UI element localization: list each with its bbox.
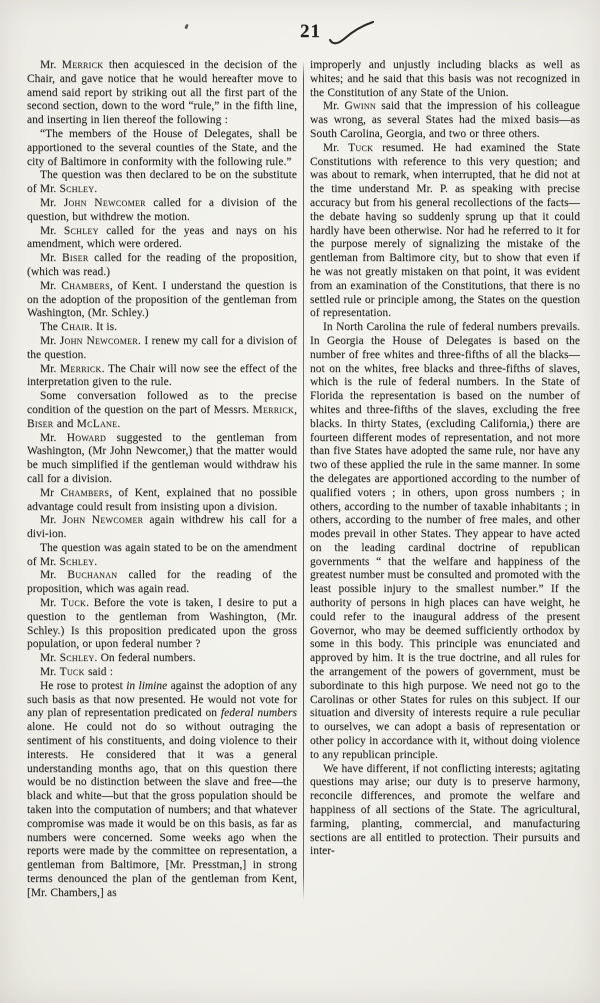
paragraph: Mr. Tuck resumed. He had examined the State Constitutions with reference to this very question; and was about to remark, when interrupted, that he did not at the time understand Mr. P. as speaking with precise accuracy but from his general recollections of the facts—the debate having so suddenly sprung up that it could hardly have been otherwise. Nor had he referred to it for the purpose merely of signalizing the mistake of the gentleman from Baltimore city, but to show that even if he was not greatly mistaken on that point, it was evident from an examination of the Constitutions, that there is no settled rule or principle among, the States on the question of representation. xyxy=(310,141,580,320)
paragraph: Mr. Howard suggested to the gentleman from Washington, (Mr John Newcomer,) that the matter would be much simplified if the gentleman would withdraw his call for a division. xyxy=(27,431,297,485)
paragraph: Mr. John Newcomer again withdrew his call for a divi-ion. xyxy=(27,514,297,541)
paragraph: In North Carolina the rule of federal numbers prevails. In Georgia the House of Delegates is based on the number of free whites and three-fifths of all the blacks—not on the whites, free blacks and three-fifths of slaves, which is the rule of federal numbers. In the State of Florida the representation is based on the number of whites and three-fifths of the slaves, excluding the free blacks. In thirty States, (excluding California,) there are fourteen different modes of representation, and not more than five States have adopted the same rule, nor have any two of these applied the rule in the same manner. In some the delegates are apportioned according to the number of qualified voters ; in others, upon gross numbers ; in others, according to the number of taxable inhabitants ; in others, according to the number of free males, and other modes prevail in other States. They appear to have acted on the leading cardinal doctrine of republican governments “ that the welfare and happiness of the greatest number must be consulted and promoted with the least possible injury to the smallest number.” If the authority of persons in high places can have weight, he could refer to the inaugural address of the present Governor, who may be deemed sufficiently orthodox by some in this body. This principle was enunciated and approved by him. It is the true doctrine, and all rules for the arrangement of the powers of government, must be subordinate to this high purpose. We need not go to the Carolinas or other States for rules on this subject. If our situation and diversity of interests require a rule peculiar to ourselves, we can adopt a basis of representation or other policy in accordance with it, without doing violence to any republican principle. xyxy=(310,321,580,761)
right-column xyxy=(310,59,580,901)
handwritten-check-icon xyxy=(327,18,377,52)
ink-speck xyxy=(184,24,188,30)
paragraph: Mr Chambers, of Kent, explained that no possible advantage could result from insisting upon a division. xyxy=(27,486,297,513)
paragraph: The question was again stated to be on the amendment of Mr. Schley. xyxy=(27,541,297,568)
paragraph: The question was then declared to be on the substitute of Mr. Schley. xyxy=(27,169,297,196)
left-column xyxy=(27,59,297,901)
paragraph: Mr. Biser called for the reading of the proposition, (which was read.) xyxy=(27,252,297,278)
paragraph: “The members of the House of Delegates, shall be apportioned to the several counties of the State, and the city of Baltimore in conformity with the following rule.” xyxy=(27,127,297,168)
paragraph: Mr. Tuck. Before the vote is taken, I desire to put a question to the gentleman from Washington, (Mr. Schley.) Is this proposition predicated upon the gross population, or upon federal number ? xyxy=(27,597,297,651)
paragraph: Mr. Schley called for the yeas and nays on his amendment, which were ordered. xyxy=(27,224,298,251)
paragraph: Mr. Merrick then acquiesced in the decision of the Chair, and gave notice that he would hereafter move to amend said report by striking out all the first part of the second section, down to the word “rule,” in the fifth line, and inserting in lien thereof the following : xyxy=(27,59,297,127)
paragraph: Some conversation followed as to the precise condition of the question on the part of Messrs. Merrick, Biser and McLane. xyxy=(27,390,297,430)
paragraph: Mr. John Newcomer. I renew my call for a division of the question. xyxy=(27,334,298,361)
paragraph: He rose to protest in limine against the adoption of any such basis as that now presented. He would not vote for any plan of representation predicated on federal numbers alone. He could not do so without outraging the sentiment of his constituents, and doing violence to their interests. He considered that it was a general understanding months ago, that on this question there would be no distinction between the slave and free—the black and white—but that the gross population should be taken into the computation of numbers; and that whatever compromise was made it would be on this basis, as far as numbers were concerned. Some weeks ago when the reports were made by the committee on representation, a gentleman from Baltimore, [Mr. Presstman,] in strong terms denounced the plan of the gentleman from Kent, [Mr. Chambers,] as xyxy=(27,679,298,899)
column-divider xyxy=(303,61,304,901)
paragraph: Mr. Gwinn said that the impression of his colleague was wrong, as several States had the mixed basis—as South Carolina, Georgia, and two or three others. xyxy=(310,100,581,140)
text-columns xyxy=(27,59,580,901)
paragraph: The Chair. It is. xyxy=(40,321,117,334)
paragraph: Mr. Tuck said : xyxy=(40,666,114,679)
paragraph: Mr. Chambers, of Kent. I understand the question is on the adoption of the proposition of the gentleman from Washington, (Mr. Schley.) xyxy=(27,279,297,320)
page-number: 21 xyxy=(300,21,321,42)
page-header xyxy=(0,16,600,58)
paragraph: Mr. Buchanan called for the reading of the proposition, which was again read. xyxy=(27,569,297,596)
paragraph: Mr. John Newcomer called for a division of the question, but withdrew the motion. xyxy=(27,196,297,223)
paragraph: improperly and unjustly including blacks as well as whites; and he said that this basis was not recognized in the Constitution of any State of the Union. xyxy=(310,59,580,99)
paragraph: We have different, if not conflicting interests; agitating questions may arise; our duty is to preserve harmony, reconcile differences, and promote the welfare and happiness of all sections of the State. The agricultural, farming, planting, commercial, and manufacturing sections are all entitled to protection. Their pursuits and inter- xyxy=(310,762,580,858)
paragraph: Mr. Schley. On federal numbers. xyxy=(40,652,196,665)
paragraph: Mr. Merrick. The Chair will now see the effect of the interpretation given to the rule. xyxy=(27,362,297,389)
